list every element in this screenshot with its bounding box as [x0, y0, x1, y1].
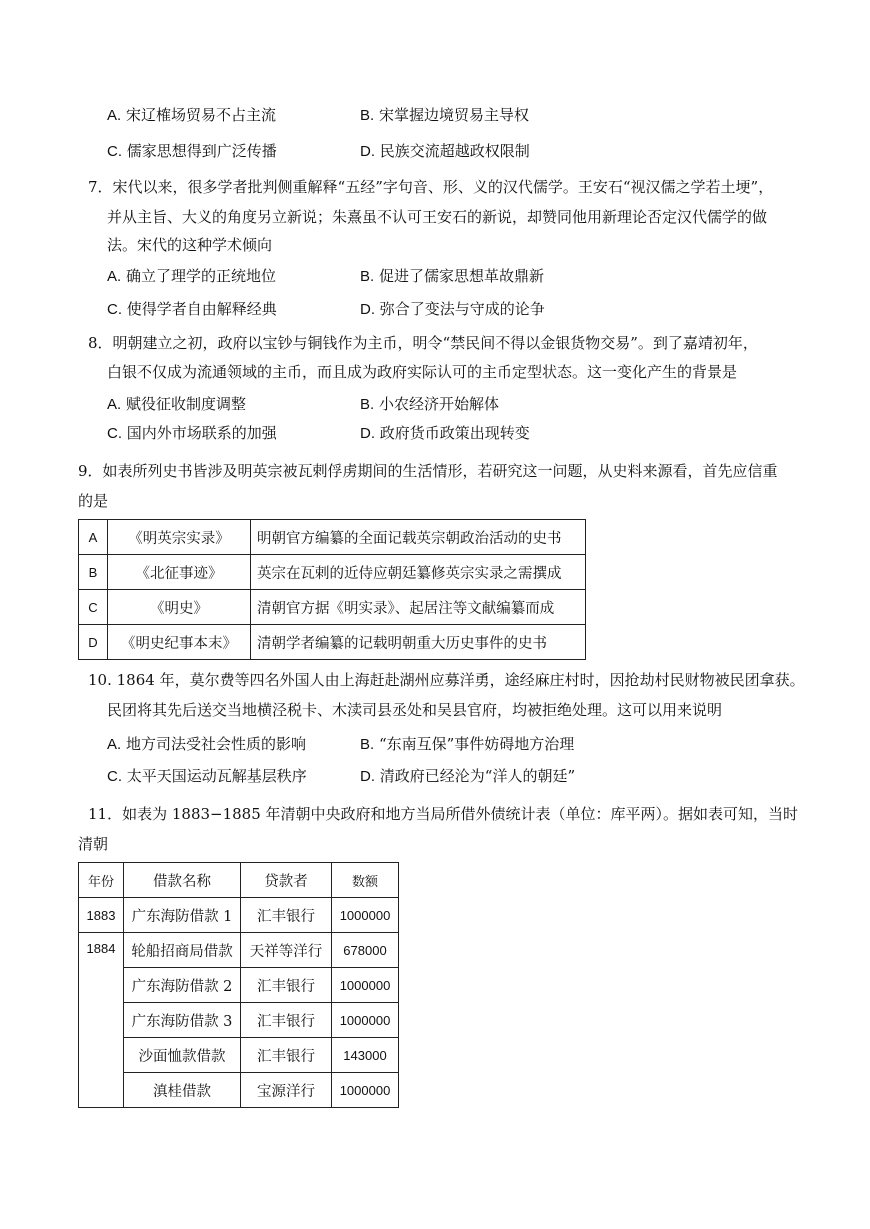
option-label: B.: [360, 107, 375, 124]
option-text: 国内外市场联系的加强: [126, 424, 277, 442]
table-cell-lender: 汇丰银行: [241, 898, 332, 933]
table-cell-amount: 1000000: [332, 898, 399, 933]
table-row: [79, 1003, 399, 1038]
option-text: 宋辽榷场贸易不占主流: [125, 106, 276, 124]
table-cell-lender: 汇丰银行: [241, 968, 332, 1003]
q7-option-a: [107, 265, 276, 288]
table-cell-amount: 678000: [332, 933, 399, 968]
table-row: [79, 520, 586, 555]
q8-option-b: [360, 393, 499, 416]
option-label: A.: [107, 396, 122, 413]
option-text: 清政府已经沦为“洋人的朝廷”: [379, 767, 576, 785]
table-cell-amount: 1000000: [332, 1073, 399, 1108]
table-row: [79, 1073, 399, 1108]
q8-stem-line-1: 8．明朝建立之初，政府以宝钞与铜钱作为主币，明令“禁民间不得以金银货物交易”。到了嘉靖初年，: [88, 334, 758, 352]
table-cell-amount: 1000000: [332, 1003, 399, 1038]
q10-stem-line-1: 10. 1864 年，莫尔费等四名外国人由上海赶赴湖州应募洋勇，途经麻庄村时，因抢劫村民财物被民团拿获。: [88, 671, 805, 689]
table-cell-loan-name: 轮船招商局借款: [124, 933, 241, 968]
table-cell-key: C: [79, 590, 108, 625]
table-cell-loan-name: 滇桂借款: [124, 1073, 241, 1108]
table-cell-amount: 143000: [332, 1038, 399, 1073]
q6-option-a: [107, 104, 276, 127]
q7-option-d: [360, 298, 545, 321]
table-cell-loan-name: 广东海防借款 1: [124, 898, 241, 933]
option-label: B.: [360, 396, 375, 413]
header-year: 年份: [79, 863, 124, 898]
option-label: B.: [360, 736, 375, 753]
option-text: 宋掌握边境贸易主导权: [378, 106, 529, 124]
q8-option-a: [107, 393, 246, 416]
option-label: B.: [360, 268, 375, 285]
table-row: [79, 1038, 399, 1073]
option-text: “东南互保”事件妨碍地方治理: [378, 735, 575, 753]
option-text: 民族交流超越政权限制: [379, 142, 530, 160]
table-cell-desc: 清朝官方据《明实录》、起居注等文献编纂而成: [251, 590, 586, 625]
option-label: A.: [107, 736, 122, 753]
q10-option-a: [107, 733, 306, 756]
q9-stem-line-2: 的是: [78, 492, 109, 510]
option-text: 赋役征收制度调整: [125, 395, 246, 413]
q6-option-b: [360, 104, 529, 127]
option-label: C.: [107, 425, 122, 442]
table-row: [79, 555, 586, 590]
table-cell-key: D: [79, 625, 108, 660]
header-lender: 贷款者: [241, 863, 332, 898]
option-text: 促进了儒家思想革故鼎新: [378, 267, 544, 285]
option-label: C.: [107, 301, 122, 318]
table-cell-lender: 天祥等洋行: [241, 933, 332, 968]
option-text: 小农经济开始解体: [378, 395, 499, 413]
option-label: D.: [360, 301, 375, 318]
table-cell-desc: 清朝学者编纂的记载明朝重大历史事件的史书: [251, 625, 586, 660]
option-label: A.: [107, 268, 122, 285]
table-cell-book: 《明英宗实录》: [108, 520, 251, 555]
table-row: [79, 933, 399, 968]
table-cell-loan-name: 广东海防借款 3: [124, 1003, 241, 1038]
table-cell-desc: 英宗在瓦剌的近侍应朝廷纂修英宗实录之需撰成: [251, 555, 586, 590]
option-text: 儒家思想得到广泛传播: [126, 142, 277, 160]
q10-option-c: [107, 765, 307, 788]
table-cell-lender: 汇丰银行: [241, 1038, 332, 1073]
table-cell-amount: 1000000: [332, 968, 399, 1003]
table-cell-loan-name: 广东海防借款 2: [124, 968, 241, 1003]
q10-option-b: [360, 733, 574, 756]
q11-loan-table: [78, 862, 399, 1108]
option-label: A.: [107, 107, 122, 124]
option-text: 政府货币政策出现转变: [379, 424, 530, 442]
q7-option-b: [360, 265, 544, 288]
q7-stem-line-1: 7．宋代以来，很多学者批判侧重解释“五经”字句音、形、义的汉代儒学。王安石“视汉儒之学若土埂”，: [88, 178, 774, 196]
table-cell-loan-name: 沙面恤款借款: [124, 1038, 241, 1073]
q8-option-d: [360, 422, 530, 445]
option-text: 确立了理学的正统地位: [125, 267, 276, 285]
q10-stem-line-2: 民团将其先后送交当地横泾税卡、木渎司县丞处和吴县官府，均被拒绝处理。这可以用来说明: [107, 701, 723, 719]
table-cell-lender: 汇丰银行: [241, 1003, 332, 1038]
q11-stem-line-1: 11．如表为 1883−1885 年清朝中央政府和地方当局所借外债统计表（单位：库平两）。据如表可知，当时: [88, 805, 799, 823]
table-cell-book: 《明史纪事本末》: [108, 625, 251, 660]
q6-option-d: [360, 140, 530, 163]
table-row: [79, 968, 399, 1003]
table-header-row: [79, 863, 399, 898]
q7-option-c: [107, 298, 277, 321]
table-cell-year: 1884: [79, 933, 124, 1108]
header-loan-name: 借款名称: [124, 863, 241, 898]
table-cell-key: B: [79, 555, 108, 590]
table-row: [79, 590, 586, 625]
q10-option-d: [360, 765, 575, 788]
option-label: C.: [107, 143, 122, 160]
q8-option-c: [107, 422, 277, 445]
q9-stem-line-1: 9．如表所列史书皆涉及明英宗被瓦剌俘虏期间的生活情形，若研究这一问题，从史料来源看，首先应信重: [78, 462, 778, 480]
option-text: 使得学者自由解释经典: [126, 300, 277, 318]
header-amount: 数额: [332, 863, 399, 898]
option-label: D.: [360, 768, 375, 785]
q9-source-table: [78, 519, 586, 660]
option-text: 太平天国运动瓦解基层秩序: [126, 767, 307, 785]
table-cell-desc: 明朝官方编纂的全面记载英宗朝政治活动的史书: [251, 520, 586, 555]
table-cell-key: A: [79, 520, 108, 555]
q6-option-c: [107, 140, 277, 163]
option-text: 弥合了变法与守成的论争: [379, 300, 545, 318]
table-cell-book: 《北征事迹》: [108, 555, 251, 590]
q7-stem-line-3: 法。宋代的这种学术倾向: [107, 236, 273, 254]
option-label: D.: [360, 143, 375, 160]
table-cell-year: 1883: [79, 898, 124, 933]
option-label: D.: [360, 425, 375, 442]
table-row: [79, 898, 399, 933]
q7-stem-line-2: 并从主旨、大义的角度另立新说；朱熹虽不认可王安石的新说，却赞同他用新理论否定汉代儒学的做: [107, 208, 768, 226]
table-row: [79, 625, 586, 660]
option-text: 地方司法受社会性质的影响: [125, 735, 306, 753]
table-cell-lender: 宝源洋行: [241, 1073, 332, 1108]
q11-stem-line-2: 清朝: [78, 835, 109, 853]
q8-stem-line-2: 白银不仅成为流通领域的主币，而且成为政府实际认可的主币定型状态。这一变化产生的背景是: [107, 363, 738, 381]
table-cell-book: 《明史》: [108, 590, 251, 625]
option-label: C.: [107, 768, 122, 785]
